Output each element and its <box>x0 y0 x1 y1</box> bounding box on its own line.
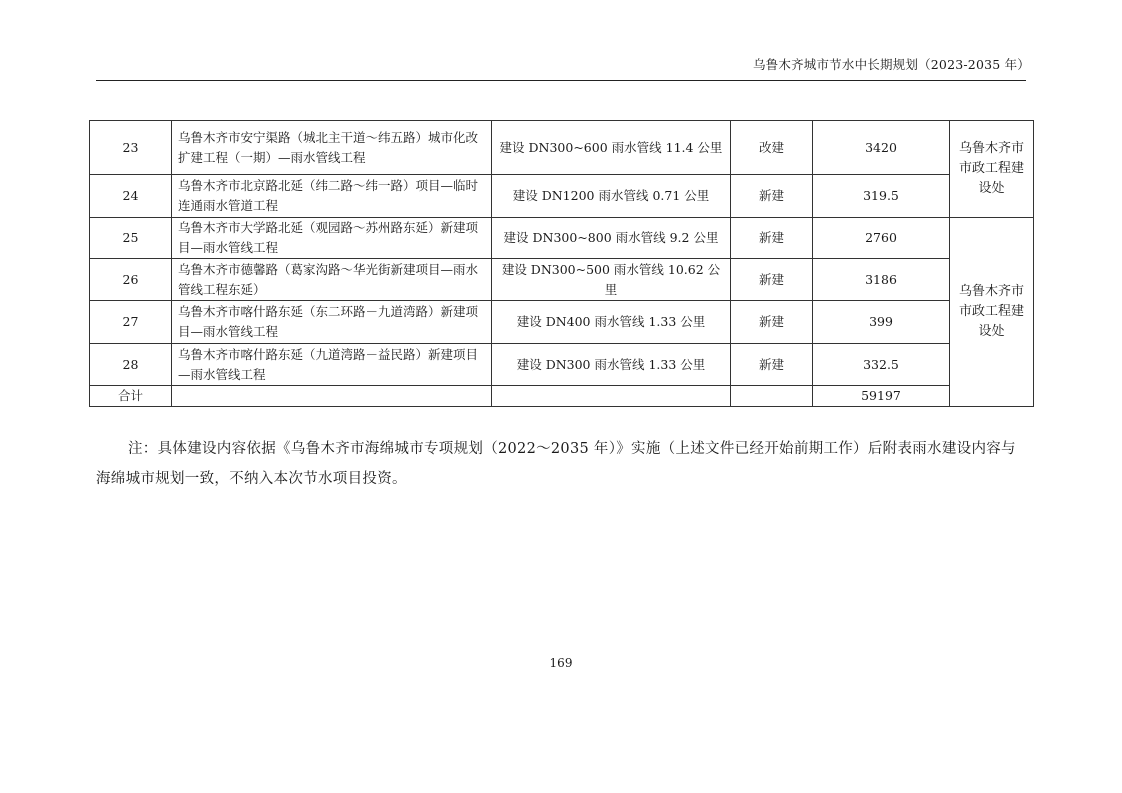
total-label: 合计 <box>90 386 172 407</box>
construction-type: 新建 <box>731 175 813 218</box>
construction-content: 建设 DN300~800 雨水管线 9.2 公里 <box>492 218 731 259</box>
page-number: 169 <box>549 656 573 670</box>
construction-type: 新建 <box>731 218 813 259</box>
table-row <box>90 121 1034 175</box>
construction-type: 改建 <box>731 121 813 175</box>
total-row <box>90 386 1034 407</box>
row-number: 26 <box>90 259 172 301</box>
table-row <box>90 259 1034 301</box>
row-number: 24 <box>90 175 172 218</box>
footnote: 注：具体建设内容依据《乌鲁木齐市海绵城市专项规划（2022～2035 年）》实施（上述文件已经开始前期工作）后附表雨水建设内容与海绵城市规划一致，不纳入本次节水项目投资。 <box>96 441 1016 487</box>
construction-content: 建设 DN300 雨水管线 1.33 公里 <box>492 344 731 386</box>
construction-type: 新建 <box>731 259 813 301</box>
project-name: 乌鲁木齐市北京路北延（纬二路～纬一路）项目—临时连通雨水管道工程 <box>172 175 492 218</box>
project-name: 乌鲁木齐市大学路北延（观园路～苏州路东延）新建项目—雨水管线工程 <box>172 218 492 259</box>
table-row <box>90 301 1034 344</box>
responsible-unit: 乌鲁木齐市市政工程建设处 <box>950 218 1034 407</box>
construction-content: 建设 DN1200 雨水管线 0.71 公里 <box>492 175 731 218</box>
project-name: 乌鲁木齐市喀什路东延（东二环路－九道湾路）新建项目—雨水管线工程 <box>172 301 492 344</box>
investment-amount: 319.5 <box>813 175 950 218</box>
table-row <box>90 344 1034 386</box>
investment-amount: 3420 <box>813 121 950 175</box>
table-row <box>90 218 1034 259</box>
project-table <box>89 120 1034 407</box>
investment-amount: 399 <box>813 301 950 344</box>
running-header: 乌鲁木齐城市节水中长期规划（2023-2035 年） <box>752 57 1030 72</box>
investment-amount: 3186 <box>813 259 950 301</box>
construction-content: 建设 DN300~500 雨水管线 10.62 公里 <box>492 259 731 301</box>
project-name: 乌鲁木齐市喀什路东延（九道湾路－益民路）新建项目—雨水管线工程 <box>172 344 492 386</box>
row-number: 28 <box>90 344 172 386</box>
construction-type: 新建 <box>731 301 813 344</box>
total-empty-cell <box>731 386 813 407</box>
investment-amount: 332.5 <box>813 344 950 386</box>
row-number: 25 <box>90 218 172 259</box>
header-rule <box>96 80 1026 81</box>
construction-content: 建设 DN400 雨水管线 1.33 公里 <box>492 301 731 344</box>
table-row <box>90 175 1034 218</box>
construction-type: 新建 <box>731 344 813 386</box>
project-name: 乌鲁木齐市德馨路（葛家沟路～华光街新建项目—雨水管线工程东延） <box>172 259 492 301</box>
construction-content: 建设 DN300~600 雨水管线 11.4 公里 <box>492 121 731 175</box>
project-name: 乌鲁木齐市安宁渠路（城北主干道～纬五路）城市化改扩建工程（一期）—雨水管线工程 <box>172 121 492 175</box>
responsible-unit: 乌鲁木齐市市政工程建设处 <box>950 121 1034 218</box>
total-empty-cell <box>492 386 731 407</box>
total-amount: 59197 <box>813 386 950 407</box>
total-empty-cell <box>172 386 492 407</box>
investment-amount: 2760 <box>813 218 950 259</box>
row-number: 23 <box>90 121 172 175</box>
row-number: 27 <box>90 301 172 344</box>
